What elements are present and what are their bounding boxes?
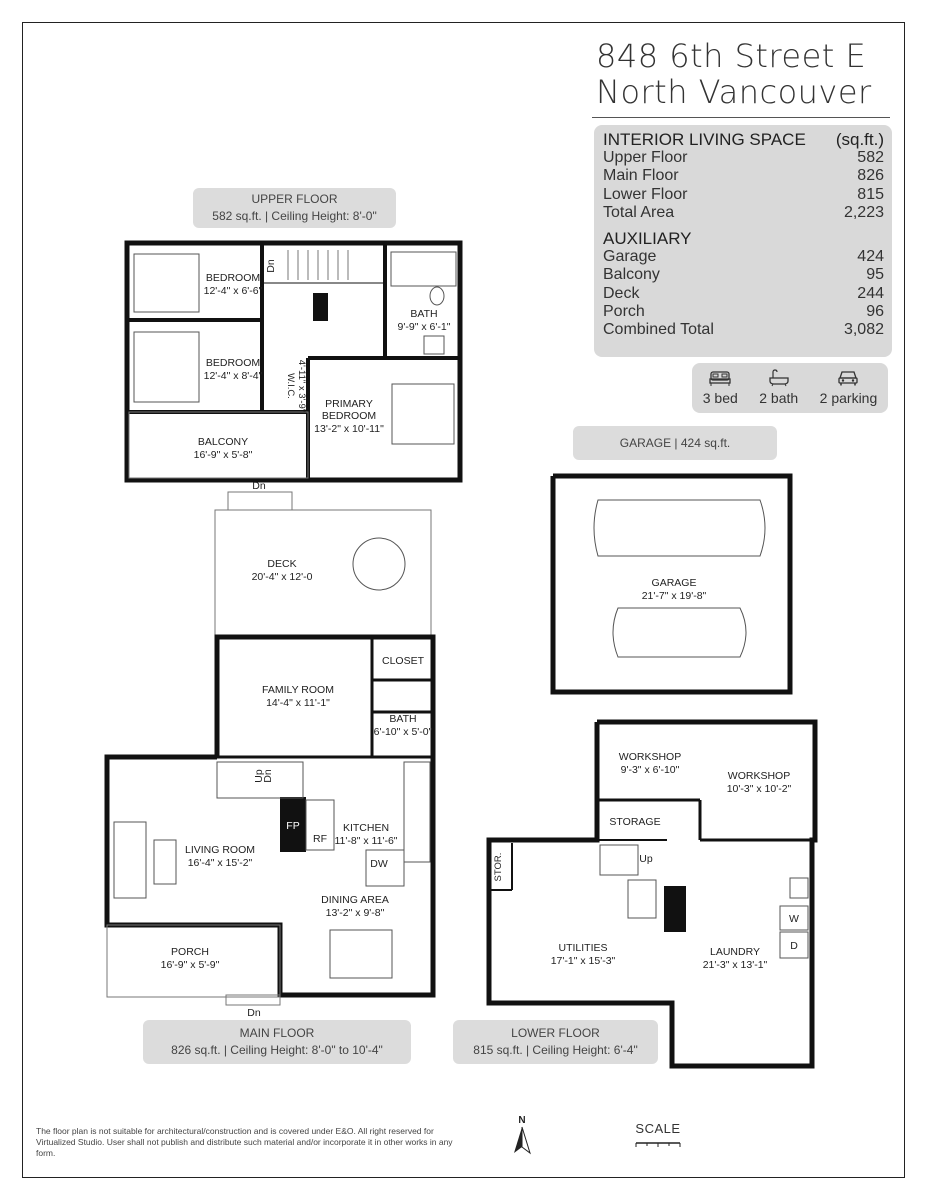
room-name: WORKSHOP — [727, 770, 791, 782]
stairs-down-mark: Dn — [252, 480, 266, 492]
washer-mark: W — [789, 913, 799, 925]
area-value: 582 — [857, 149, 884, 167]
stairs-down-mark: Dn — [262, 769, 274, 783]
area-label: Upper Floor — [603, 149, 688, 167]
room-dimensions: 12'-4" x 6'-6" — [203, 285, 263, 297]
room-name: DECK — [267, 558, 297, 570]
amenity-label: 2 parking — [819, 390, 878, 406]
room-name: W.I.C. — [285, 373, 296, 399]
area-value: 424 — [857, 248, 884, 266]
area-value: 2,223 — [843, 203, 884, 221]
room-dimensions: 16'-9" x 5'-9" — [160, 959, 220, 971]
area-label: Combined Total — [603, 321, 714, 339]
floor-info: 826 sq.ft. | Ceiling Height: 8'-0" to 10'-4" — [171, 1043, 383, 1057]
amenity-label: 3 bed — [702, 390, 738, 406]
room-dimensions: 16'-4" x 15'-2" — [187, 857, 253, 869]
dryer-mark: D — [790, 940, 798, 952]
room-dimensions: 21'-7" x 19'-8" — [641, 590, 707, 602]
room-name: BATH — [389, 713, 417, 725]
scale-ruler — [634, 1141, 682, 1149]
address-line-1: 848 6th Street E — [596, 37, 867, 75]
dishwasher-mark: DW — [370, 858, 388, 870]
floor-name: MAIN FLOOR — [239, 1026, 315, 1040]
room-name: LIVING ROOM — [184, 844, 256, 856]
address-line-2: North Vancouver — [596, 73, 872, 111]
scale-label: SCALE — [635, 1121, 681, 1136]
area-value: 95 — [866, 266, 884, 284]
floor-name: GARAGE | 424 sq.ft. — [619, 436, 731, 450]
room-dimensions: 9'-3" x 6'-10" — [620, 764, 680, 776]
stairs-up-mark: Up — [639, 853, 653, 865]
floor-info: 582 sq.ft. | Ceiling Height: 8'-0" — [212, 209, 377, 223]
room-name: BALCONY — [197, 436, 249, 448]
north-arrow — [509, 1113, 539, 1157]
auxiliary-heading: AUXILIARY — [603, 229, 692, 249]
room-name: LAUNDRY — [710, 946, 760, 958]
floor-name: UPPER FLOOR — [251, 192, 338, 206]
amenity-label: 2 bath — [759, 390, 799, 406]
area-value: 815 — [857, 185, 884, 203]
area-value: 244 — [857, 284, 884, 302]
room-name: FAMILY ROOM — [262, 684, 334, 696]
north-label: N — [518, 1115, 526, 1126]
room-name: BEDROOM — [321, 410, 377, 422]
area-value: 826 — [857, 167, 884, 185]
room-name: STORAGE — [609, 816, 661, 828]
room-name: PRIMARY — [325, 398, 373, 410]
area-label: Total Area — [603, 203, 675, 221]
interior-heading: INTERIOR LIVING SPACE — [603, 130, 806, 149]
room-dimensions: 13'-2" x 10'-11" — [314, 423, 384, 435]
room-dimensions: 20'-4" x 12'-0 — [251, 571, 313, 583]
disclaimer-text: The floor plan is not suitable for architectural/construction and is covered under E&O. All right reserved for Virtualized Studio. User shall not publish and distribute such material and/or incorporate it in other works in any form. — [36, 1126, 453, 1158]
refrigerator-mark: RF — [313, 833, 327, 845]
floor-name: LOWER FLOOR — [511, 1026, 600, 1040]
room-dimensions: 6'-10" x 5'-0" — [373, 726, 433, 738]
area-label: Balcony — [603, 266, 660, 284]
area-value: 3,082 — [843, 321, 884, 339]
area-label: Porch — [603, 302, 645, 320]
area-label: Lower Floor — [603, 185, 688, 203]
room-dimensions: 13'-2" x 9'-8" — [325, 907, 385, 919]
room-dimensions: 4'-11" x 3'-9" — [296, 359, 307, 413]
room-name: KITCHEN — [342, 822, 390, 834]
room-name: WORKSHOP — [618, 751, 682, 763]
room-dimensions: 14'-4" x 11'-1" — [266, 697, 330, 709]
stairs-up-mark: Up — [253, 769, 265, 783]
room-dimensions: 21'-3" x 13'-1" — [702, 959, 768, 971]
floor-info: 815 sq.ft. | Ceiling Height: 6'-4" — [473, 1043, 638, 1057]
room-dimensions: 17'-1" x 15'-3" — [550, 955, 616, 967]
area-label: Main Floor — [603, 167, 679, 185]
room-name: PORCH — [171, 946, 209, 958]
fireplace-mark: FP — [286, 820, 300, 832]
room-name: CLOSET — [381, 655, 425, 667]
room-name: GARAGE — [651, 577, 697, 589]
scale-bar — [634, 1121, 682, 1154]
room-dimensions: 11'-8" x 11'-6" — [334, 835, 398, 847]
room-name: UTILITIES — [558, 942, 608, 954]
room-name: BEDROOM — [205, 357, 261, 369]
deck-plan — [215, 492, 431, 637]
room-name: BEDROOM — [205, 272, 261, 284]
upper-floor-plan — [127, 243, 460, 480]
area-value: 96 — [866, 302, 884, 320]
compass-icon — [509, 1113, 539, 1157]
room-dimensions: 9'-9" x 6'-1" — [397, 321, 451, 333]
area-label: Deck — [603, 284, 640, 302]
stairs-down-mark: Dn — [265, 259, 277, 273]
area-label: Garage — [603, 248, 657, 266]
room-dimensions: 10'-3" x 10'-2" — [726, 783, 792, 795]
room-name: BATH — [410, 308, 438, 320]
unit-label: (sq.ft.) — [835, 130, 884, 149]
stairs-down-mark: Dn — [247, 1007, 261, 1019]
room-name: STOR. — [493, 852, 504, 882]
room-dimensions: 16'-9" x 5'-8" — [193, 449, 253, 461]
room-name: DINING AREA — [321, 894, 389, 906]
room-dimensions: 12'-4" x 8'-4" — [203, 370, 263, 382]
